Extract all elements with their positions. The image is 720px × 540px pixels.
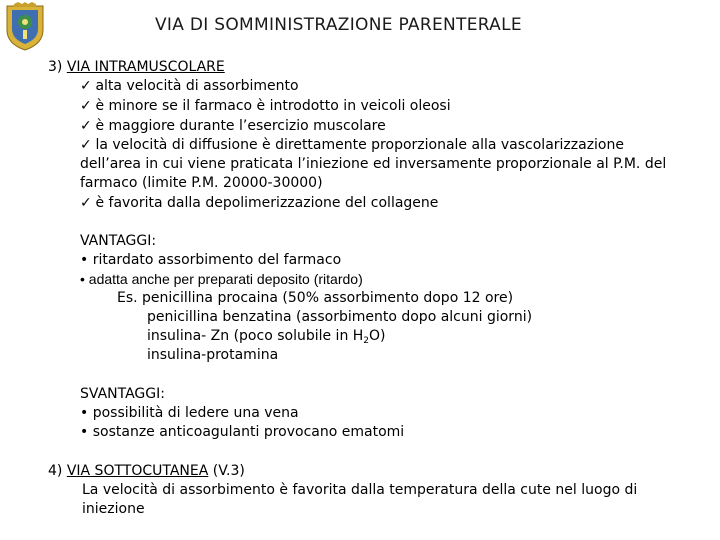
check-icon: ✓ [80, 78, 92, 94]
example-line: Es. penicillina procaina (50% assorbimento dopo 12 ore) [117, 290, 514, 306]
section-4-heading: 4) VIA SOTTOCUTANEA (V.3) [48, 463, 245, 479]
check-icon: ✓ [80, 98, 92, 114]
section-4-text: La velocità di assorbimento è favorita dalla temperatura della cute nel luogo di [82, 482, 638, 498]
check-icon: ✓ [80, 118, 92, 134]
page-title: VIA DI SOMMINISTRAZIONE PARENTERALE [155, 15, 522, 35]
svantaggi-heading: SVANTAGGI: [80, 386, 165, 402]
check-icon: ✓ [80, 137, 92, 153]
check-item: ✓ è maggiore durante l’esercizio muscolare [80, 118, 386, 134]
check-icon: ✓ [80, 195, 92, 211]
university-crest-logo [4, 2, 46, 52]
check-item: ✓ è minore se il farmaco è introdotto in veicoli oleosi [80, 98, 451, 114]
check-item: ✓ è favorita dalla depolimerizzazione del collagene [80, 195, 439, 211]
bullet-icon: • [80, 271, 85, 287]
check-item-continuation: farmaco (limite P.M. 20000-30000) [80, 175, 323, 191]
check-item: ✓ alta velocità di assorbimento [80, 78, 299, 94]
section-4-text: iniezione [82, 501, 145, 517]
bullet-item: • ritardato assorbimento del farmaco [80, 252, 342, 268]
check-item-continuation: dell’area in cui viene praticata l’iniezione ed inversamente proporzionale al P.M. del [80, 156, 667, 172]
check-item: ✓ la velocità di diffusione è direttamente proporzionale alla vascolarizzazione [80, 137, 624, 153]
vantaggi-heading: VANTAGGI: [80, 233, 157, 249]
bullet-icon: • [80, 405, 89, 421]
bullet-icon: • [80, 252, 89, 268]
section-3-heading: 3) VIA INTRAMUSCOLARE [48, 59, 225, 75]
bullet-item: • possibilità di ledere una vena [80, 405, 299, 421]
bullet-item: • adatta anche per preparati deposito (ritardo) [80, 271, 363, 287]
example-line: penicillina benzatina (assorbimento dopo alcuni giorni) [147, 309, 533, 325]
bullet-item: • sostanze anticoagulanti provocano ematomi [80, 424, 405, 440]
bullet-icon: • [80, 424, 89, 440]
example-line: insulina-protamina [147, 347, 279, 363]
example-line: insulina- Zn (poco solubile in $H_2O$) [147, 328, 386, 346]
